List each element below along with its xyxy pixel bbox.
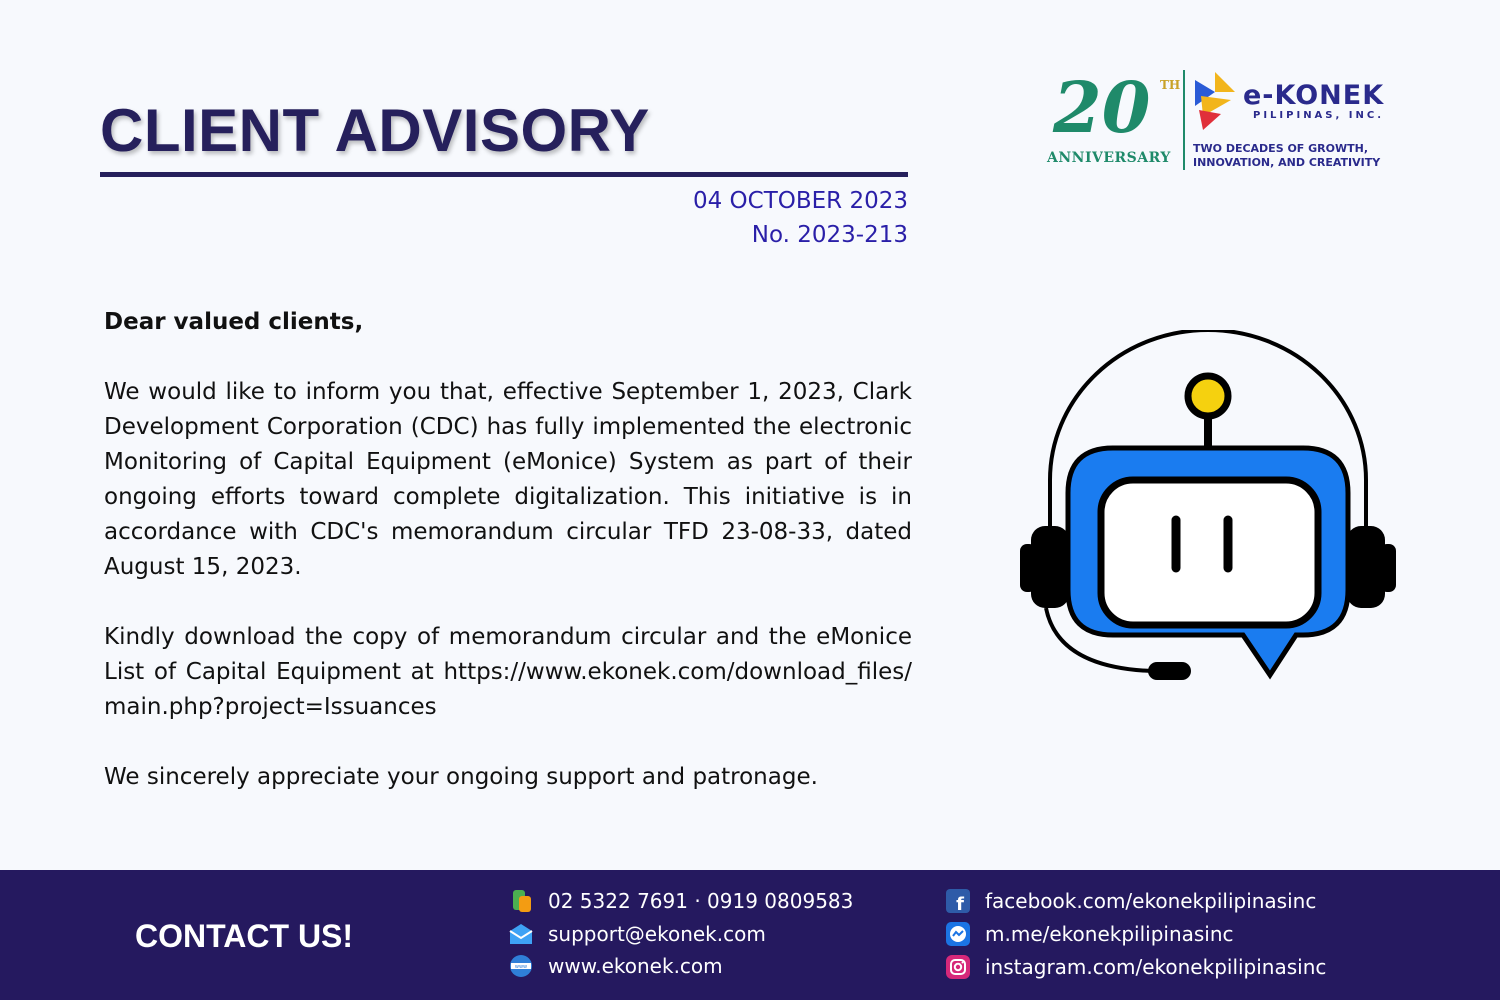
svg-text:www: www [514,964,528,970]
download-link[interactable]: https://www.ekonek.com/download_files/main.php?project=Issuances [104,659,912,720]
contact-facebook[interactable] [945,888,1316,914]
contact-heading: CONTACT US! [135,918,354,954]
closing-line: We sincerely appreciate your ongoing support and patronage. [104,764,818,790]
facebook-url: facebook.com/ekonekpilipinasinc [985,889,1317,913]
email-address: support@ekonek.com [548,922,766,946]
instagram-icon [945,954,971,980]
tagline-line-1: TWO DECADES OF GROWTH, [1193,142,1369,155]
advisory-number: No. 2023-213 [751,222,908,248]
brand-name: e-KONEK [1243,80,1385,111]
tagline-line-2: INNOVATION, AND CREATIVITY [1193,156,1381,169]
support-robot-headset-icon [1018,330,1398,685]
page-title: CLIENT ADVISORY [100,97,650,164]
globe-www-icon [508,953,534,979]
logo-divider [1183,70,1185,170]
contact-website[interactable] [508,953,723,979]
website-url: www.ekonek.com [548,954,723,978]
messenger-icon [945,921,971,947]
contact-email[interactable] [508,921,766,947]
phone-numbers: 02 5322 7691 · 0919 0809583 [548,889,854,913]
download-instruction: Kindly download the copy of memorandum circular and the eMonice List of Capital Equipment at [104,624,912,685]
brand-subtitle: PILIPINAS, INC. [1253,110,1385,121]
letter-body [104,305,912,830]
messenger-url: m.me/ekonekpilipinasinc [985,922,1234,946]
phone-icon [508,888,534,914]
ekonek-mark-icon [1191,70,1239,132]
company-logo [1045,68,1405,178]
instagram-url: instagram.com/ekonekpilipinasinc [985,955,1327,979]
paragraph-announcement: We would like to inform you that, effective September 1, 2023, Clark Development Corporation (CDC) has fully implemented the electronic Monitoring of Capital Equipment (eMonice) System as part of their ongoing efforts toward complete digitalization. This initiative is in accordance with CDC's memorandum circular TFD 23-08-33, dated August 15, 2023. [104,379,912,580]
anniversary-label: ANNIVERSARY [1047,150,1171,166]
title-underline [100,172,908,177]
contact-messenger[interactable] [945,921,1234,947]
email-icon [508,921,534,947]
facebook-icon [945,888,971,914]
svg-text:f: f [956,894,964,914]
advisory-date: 04 OCTOBER 2023 [692,188,908,214]
salutation: Dear valued clients, [104,309,364,335]
contact-phone[interactable] [508,888,853,914]
anniversary-number: 20 [1053,66,1151,149]
paragraph-download [104,620,912,725]
logo-tagline [1193,142,1408,170]
contact-instagram[interactable] [945,954,1326,980]
anniversary-suffix: TH [1160,78,1181,92]
footer-contact-bar [0,870,1500,1000]
